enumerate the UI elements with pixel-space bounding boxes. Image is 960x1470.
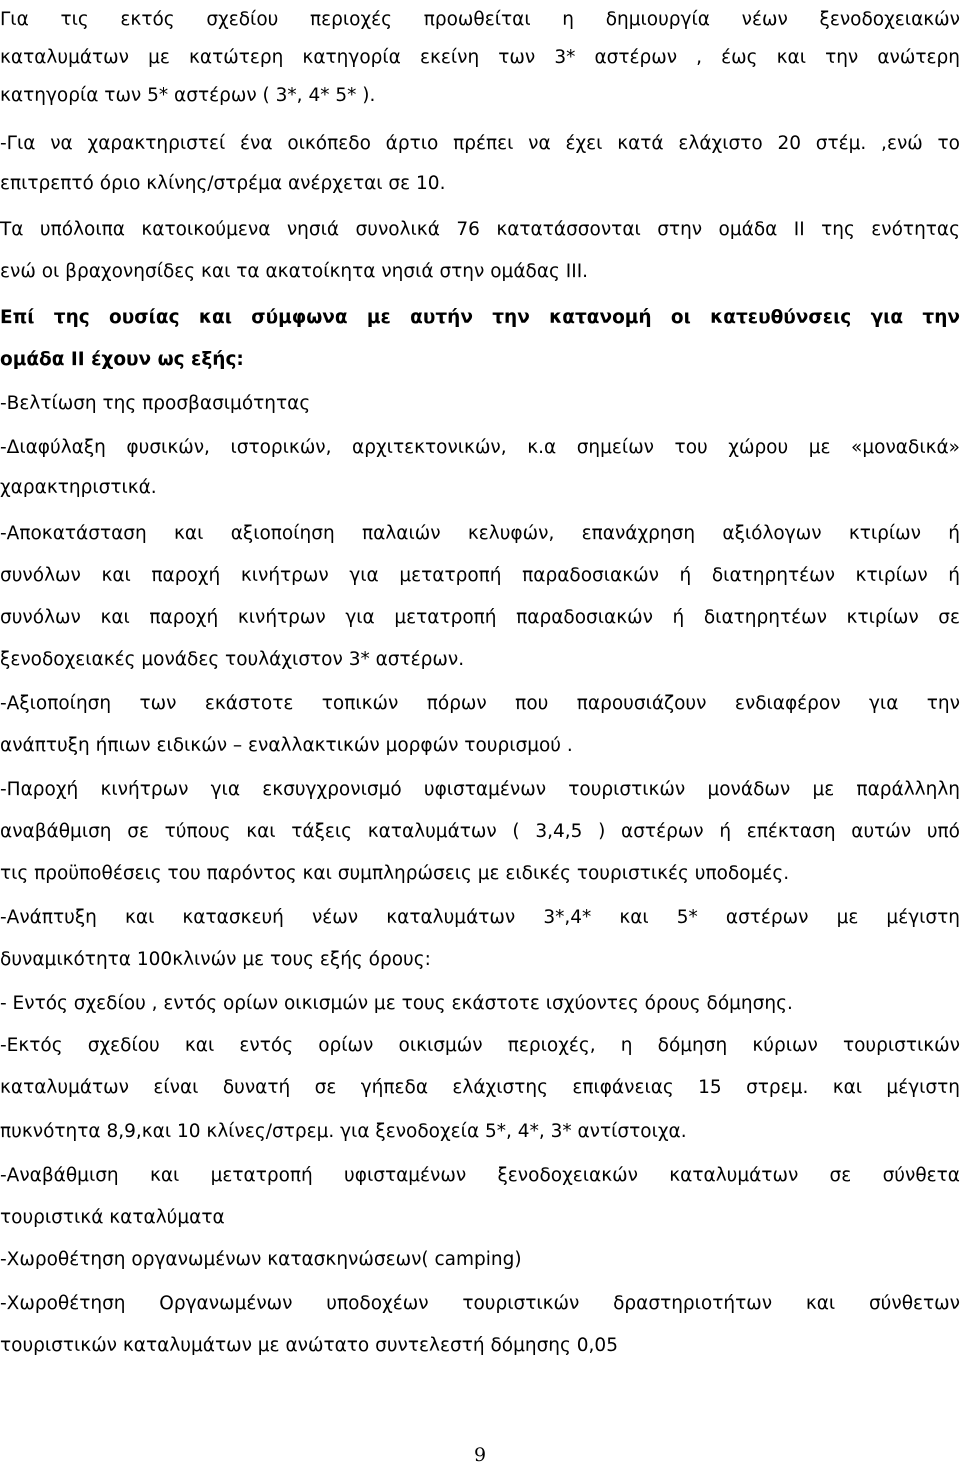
text-line: συνόλων και παροχή κινήτρων για μετατροπή παραδοσιακών ή διατηρητέων κτιρίων ή [0,565,960,586]
text-line: τουριστικά καταλύματα [0,1207,225,1228]
text-line: πυκνότητα 8,9,και 10 κλίνες/στρεμ. για ξενοδοχεία 5*, 4*, 3* αντίστοιχα. [0,1121,687,1142]
list-item: - Εντός σχεδίου , εντός ορίων οικισμών με τους εκάστοτε ισχύοντες όρους δόμησης. [0,993,793,1014]
text-line: αναβάθμιση σε τύπους και τάξεις καταλυμάτων ( 3,4,5 ) αστέρων ή επέκταση αυτών υπό [0,821,960,842]
list-item: -Παροχή κινήτρων για εκσυγχρονισμό υφισταμένων τουριστικών μονάδων με παράλληλη [0,779,960,800]
text-line: επιτρεπτό όριο κλίνης/στρέμα ανέρχεται σε 10. [0,173,446,194]
text-line: καταλυμάτων είναι δυνατή σε γήπεδα ελάχιστης επιφάνειας 15 στρεμ. και μέγιστη [0,1077,960,1098]
list-item: -Ανάπτυξη και κατασκευή νέων καταλυμάτων 3*,4* και 5* αστέρων με μέγιστη [0,907,960,928]
text-line: χαρακτηριστικά. [0,477,157,498]
list-item: -Χωροθέτηση οργανωμένων κατασκηνώσεων( camping) [0,1249,522,1270]
list-item: -Εκτός σχεδίου και εντός ορίων οικισμών περιοχές, η δόμηση κύριων τουριστικών [0,1035,960,1056]
text-line: Τα υπόλοιπα κατοικούμενα νησιά συνολικά 76 κατατάσσονται στην ομάδα ΙΙ της ενότητας [0,219,960,240]
list-item: -Διαφύλαξη φυσικών, ιστορικών, αρχιτεκτονικών, κ.α σημείων του χώρου με «μοναδικά» [0,437,960,458]
text-line: ανάπτυξη ήπιων ειδικών – εναλλακτικών μορφών τουρισμού . [0,735,573,756]
list-item: -Αξιοποίηση των εκάστοτε τοπικών πόρων που παρουσιάζουν ενδιαφέρον για την [0,693,960,714]
text-line: τις προϋποθέσεις του παρόντος και συμπληρώσεις με ειδικές τουριστικές υποδομές. [0,863,790,884]
text-line: συνόλων και παροχή κινήτρων για μετατροπή παραδοσιακών ή διατηρητέων κτιρίων σε [0,607,960,628]
text-line: κατηγορία των 5* αστέρων ( 3*, 4* 5* ). [0,85,376,106]
text-line: -Για να χαρακτηριστεί ένα οικόπεδο άρτιο πρέπει να έχει κατά ελάχιστο 20 στέμ. ,ενώ το [0,133,960,154]
text-line: δυναμικότητα 100κλινών με τους εξής όρους: [0,949,431,970]
text-line: ενώ οι βραχονησίδες και τα ακατοίκητα νησιά στην ομάδας ΙΙΙ. [0,261,589,282]
list-item: -Αναβάθμιση και μετατροπή υφισταμένων ξενοδοχειακών καταλυμάτων σε σύνθετα [0,1165,960,1186]
list-item: -Βελτίωση της προσβασιμότητας [0,393,311,414]
page-number: 9 [473,1444,487,1466]
text-line: Για τις εκτός σχεδίου περιοχές προωθείται η δημιουργία νέων ξενοδοχειακών [0,9,960,30]
text-line: τουριστικών καταλυμάτων με ανώτατο συντελεστή δόμησης 0,05 [0,1335,618,1356]
bold-heading-line: Επί της ουσίας και σύμφωνα με αυτήν την κατανομή οι κατευθύνσεις για την [0,307,960,328]
bold-heading-line: ομάδα ΙΙ έχουν ως εξής: [0,349,244,370]
text-line: ξενοδοχειακές μονάδες τουλάχιστον 3* αστέρων. [0,649,465,670]
list-item: -Χωροθέτηση Οργανωμένων υποδοχέων τουριστικών δραστηριοτήτων και σύνθετων [0,1293,960,1314]
text-line: καταλυμάτων με κατώτερη κατηγορία εκείνη των 3* αστέρων , έως και την ανώτερη [0,47,960,68]
list-item: -Αποκατάσταση και αξιοποίηση παλαιών κελυφών, επανάχρηση αξιόλογων κτιρίων ή [0,523,960,544]
